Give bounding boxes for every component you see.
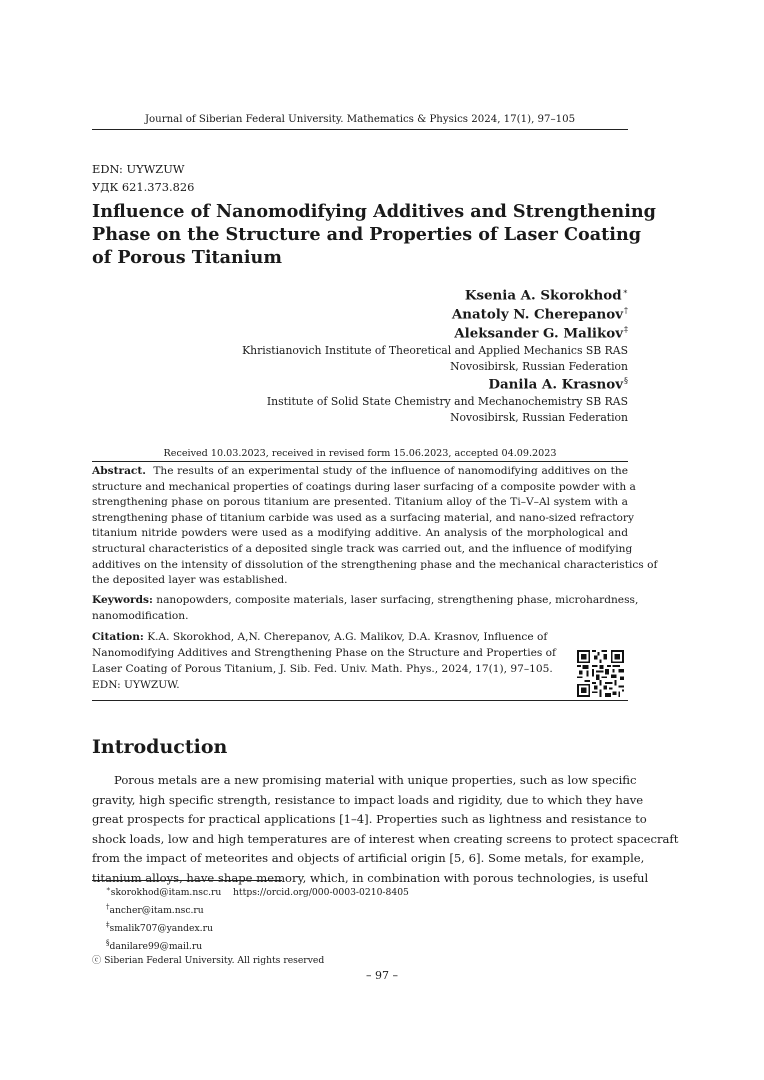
title-line: of Porous Titanium xyxy=(92,247,282,268)
page-number: – 97 – xyxy=(366,969,398,982)
footnote: §danilare99@mail.ru xyxy=(106,939,203,953)
footnote: †ancher@itam.nsc.ru xyxy=(106,903,204,917)
citation-bottom-rule xyxy=(92,700,628,701)
citation-label: Citation: xyxy=(92,631,144,643)
affiliation-2: Institute of Solid State Chemistry and Mechanochemistry SB RAS Novosibirsk, Russian Federation xyxy=(266,395,628,424)
edn-code: EDN: UYWZUW xyxy=(92,162,185,176)
footnote: ∗skorokhod@itam.nsc.ru https://orcid.org/000-0003-0210-8405 xyxy=(106,885,409,899)
udk-code: УДК 621.373.826 xyxy=(92,180,195,194)
paper-title xyxy=(92,200,656,269)
abstract: Abstract. The results of an experimental study of the influence of nanomodifying additives on the structure and mechanical properties of coatings during laser surfacing of a composite powder with a strengthening phase on porous titanium are presented. Titanium alloy of the Ti–V–Al system with a strengthening phase of titanium carbide was used as a surfacing material, and nano-sized refractory titanium nitride powders were used as a modifying additive. An analysis of the morphological and structural characteristics of a deposited single track was carried out, and the influence of modifying additives on the intensity of dissolution of the strengthening phase and the mechanical characteristics of the deposited layer was established. xyxy=(92,465,658,587)
footnote-rule xyxy=(92,880,282,881)
author-3: Aleksander G. Malikov‡ xyxy=(454,325,628,342)
received-dates: Received 10.03.2023, received in revised form 15.06.2023, accepted 04.09.2023 xyxy=(163,448,557,459)
running-head: Journal of Siberian Federal University. Mathematics & Physics 2024, 17(1), 97–105 xyxy=(144,114,576,125)
footnotes xyxy=(92,882,409,968)
introduction-paragraph: Porous metals are a new promising material with unique properties, such as low specific gravity, high specific strength, resistance to impact loads and rigidity, due to which they have great prospects for practical applications [1–4]. Properties such as lightness and resistance to shock loads, low and high temperatures are of interest when creating screens to protect spacecraft from the impact of meteorites and objects of artificial origin [5, 6]. Some metals, for example, titanium alloys, have shape memory, which, in combination with porous technologies, is useful xyxy=(92,773,679,885)
author-1: Ksenia A. Skorokhod∗ xyxy=(464,287,628,304)
section-heading-introduction: Introduction xyxy=(92,736,228,758)
keywords: Keywords: nanopowders, composite materials, laser surfacing, strengthening phase, microhardness, nanomodification. xyxy=(92,594,639,622)
title-line: Phase on the Structure and Properties of Laser Coating xyxy=(92,224,642,245)
affiliation-1: Khristianovich Institute of Theoretical and Applied Mechanics SB RAS Novosibirsk, Russian Federation xyxy=(242,344,628,373)
author-2: Anatoly N. Cherepanov† xyxy=(451,306,628,323)
author-4: Danila A. Krasnov§ xyxy=(488,376,628,393)
keywords-label: Keywords: xyxy=(92,594,153,606)
footnote: ‡smalik707@yandex.ru xyxy=(106,921,213,935)
title-line: Influence of Nanomodifying Additives and Strengthening xyxy=(92,201,656,222)
abstract-top-rule xyxy=(92,461,628,462)
copyright-notice: ⓒ Siberian Federal University. All rights reserved xyxy=(92,955,325,967)
abstract-label: Abstract. xyxy=(92,465,146,477)
header-rule xyxy=(92,129,628,130)
qr-code-icon xyxy=(577,650,624,697)
citation: Citation: K.A. Skorokhod, A,N. Cherepanov, A.G. Malikov, D.A. Krasnov, Influence of Nanomodifying Additives and Strengthening Phase on the Structure and Properties of Laser Coating of Porous Titanium, J. Sib. Fed. Univ. Math. Phys., 2024, 17(1), 97–105. EDN: UYWZUW. xyxy=(92,631,556,691)
